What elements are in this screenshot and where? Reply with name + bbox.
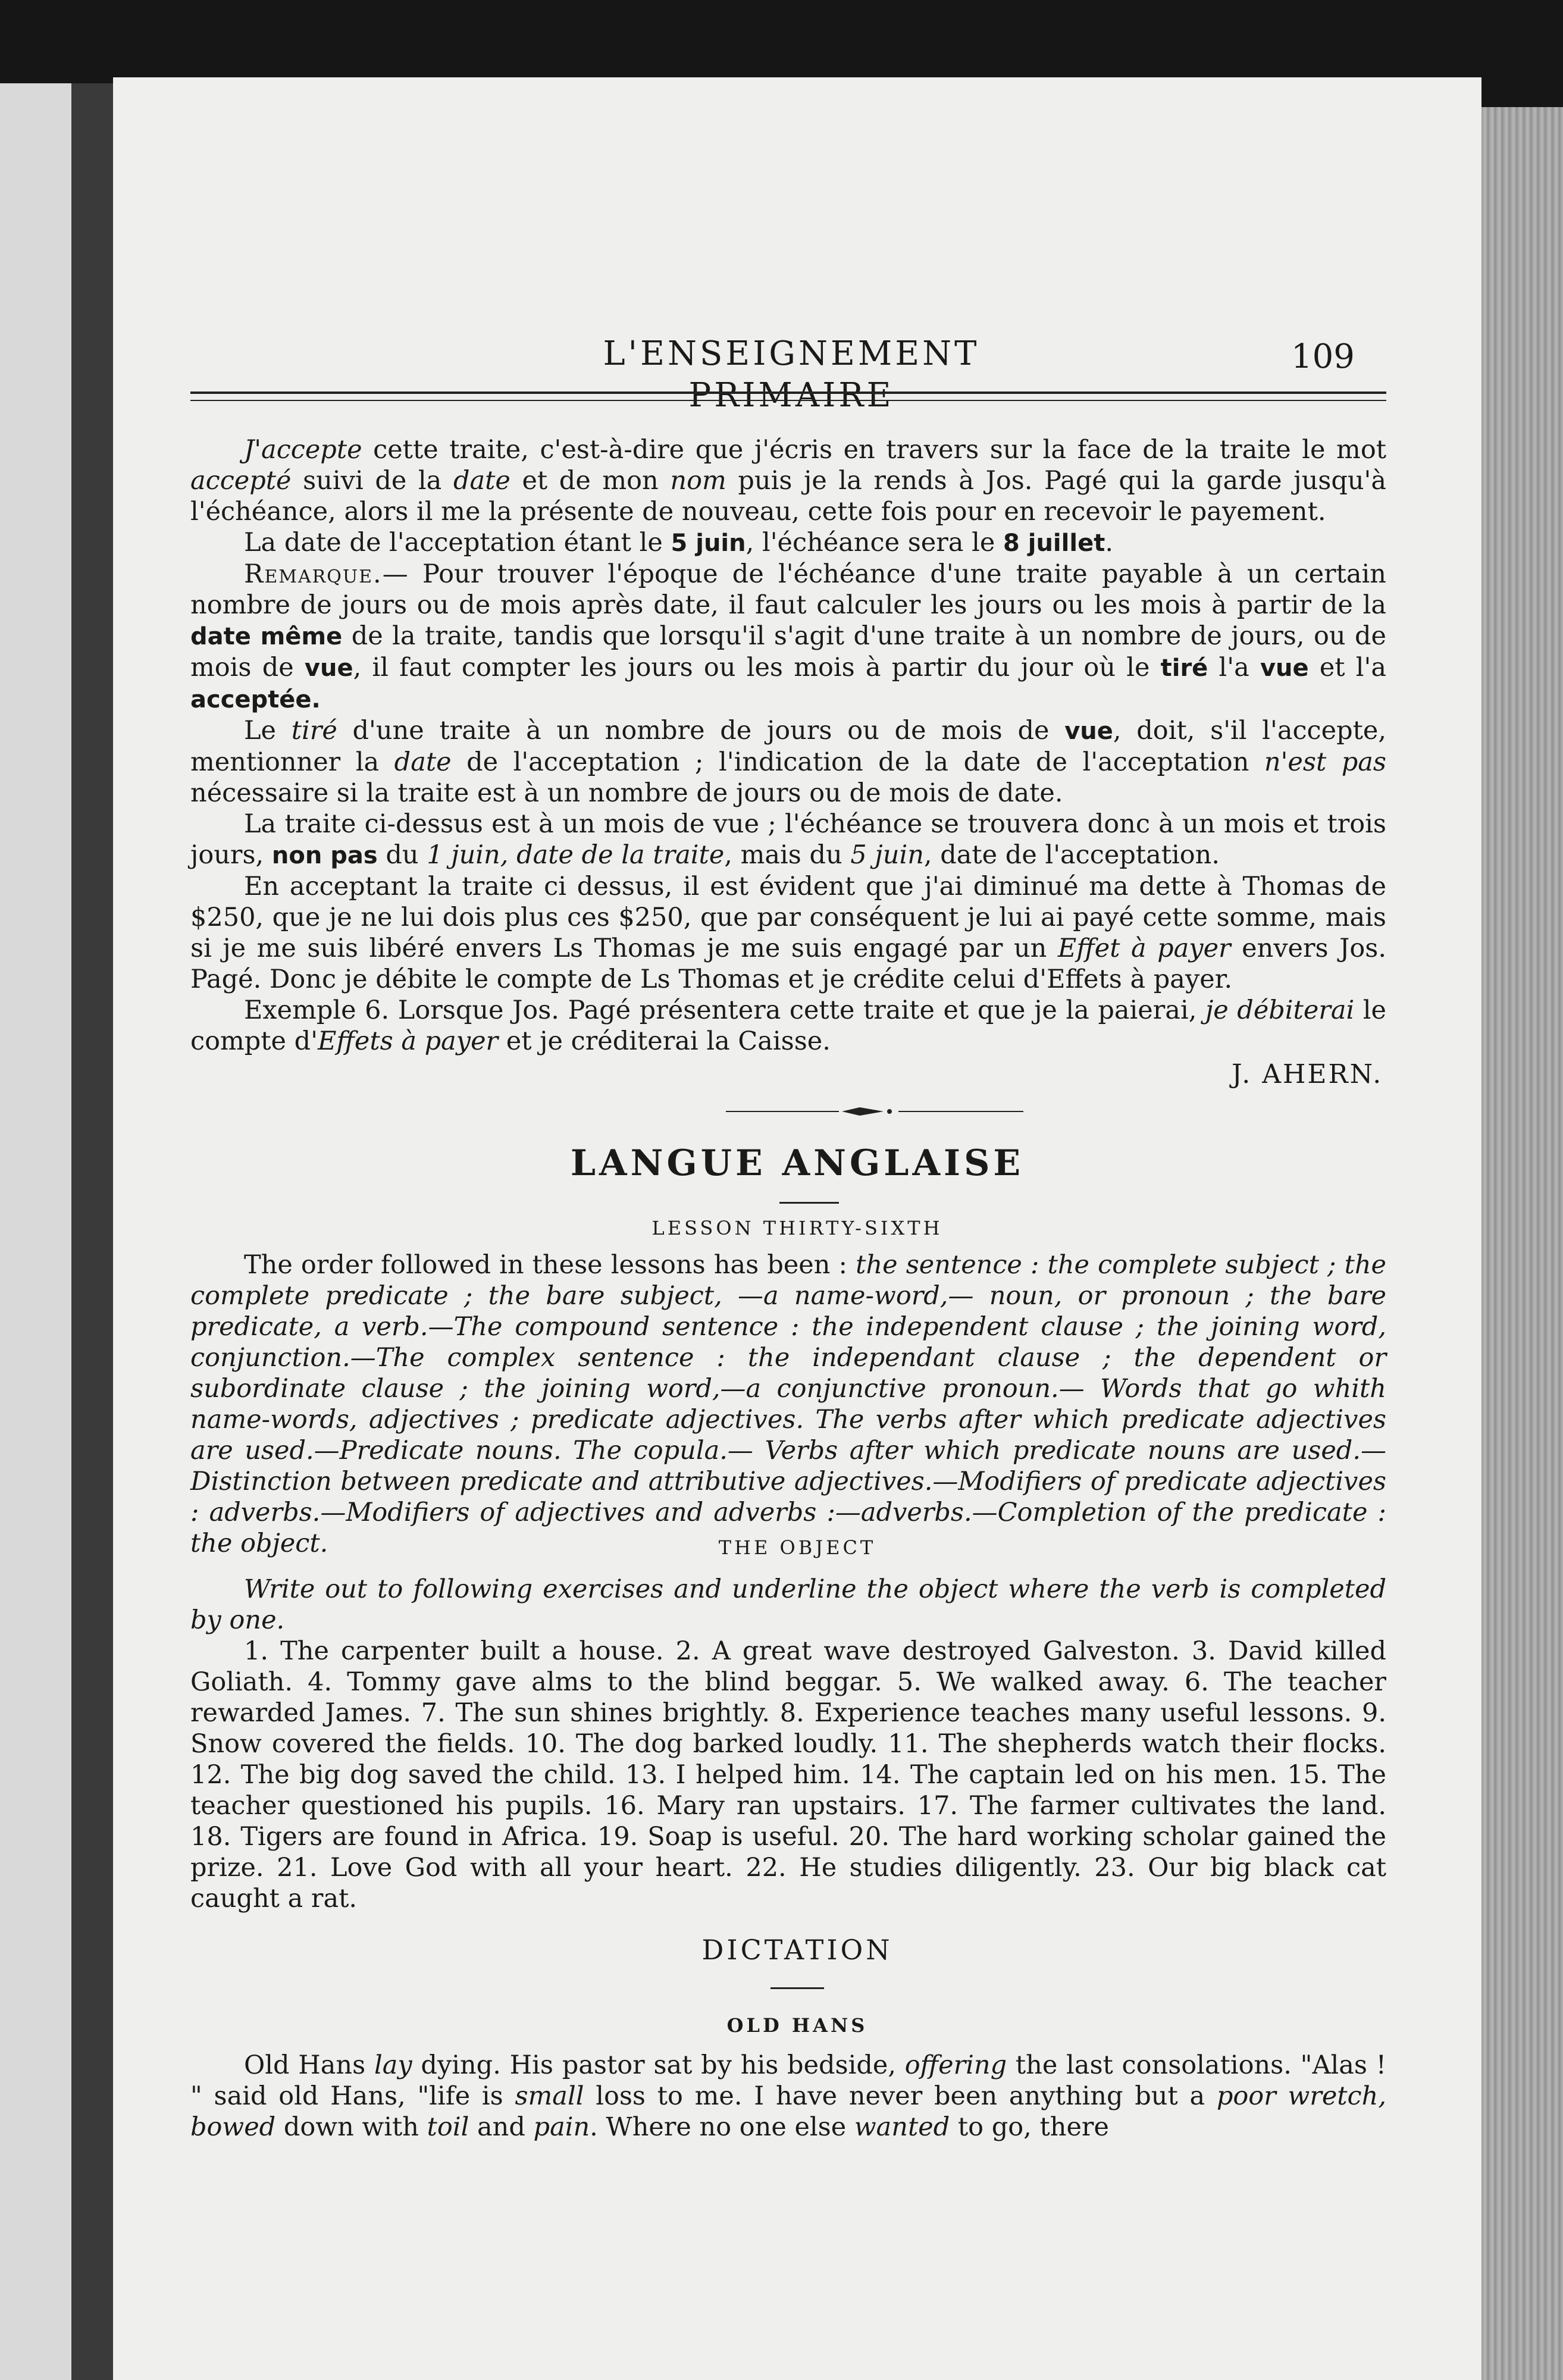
section-title-langue-anglaise: LANGUE ANGLAISE — [570, 1142, 1025, 1184]
text-run: La date de l'acceptation étant le — [244, 528, 671, 558]
text-run: . — [1105, 528, 1113, 558]
paragraph-tire — [190, 715, 1386, 809]
italic-term: 1 juin, date de la traite — [427, 840, 725, 870]
text-run: le compte d' — [190, 995, 1387, 1056]
text-run: nécessaire si la traite est à un nombre de jours ou de mois de date. — [190, 778, 1063, 808]
text-run: , mais du — [724, 840, 851, 870]
text-run: , doit, s'il l'accepte, mentionner la — [190, 716, 1386, 777]
text-run: l'a — [1208, 653, 1260, 682]
text-run: , date de l'acceptation. — [923, 840, 1220, 870]
text-run: the last consolations. "Alas ! " said old Hans, "life is — [190, 2050, 1387, 2111]
object-heading: THE OBJECT — [718, 1536, 876, 1559]
text-run: envers Jos. Pagé. Donc je débite le compte de Ls Thomas et je crédite celui d'Effets à payer. — [190, 934, 1386, 994]
facing-page-edge — [0, 83, 71, 2380]
text-run: cette traite, c'est-à-dire que j'écris en travers sur la face de la traite le mot — [362, 435, 1386, 465]
italic-term: lay — [374, 2050, 412, 2080]
italic-term: poor wretch, bowed — [190, 2081, 1387, 2142]
italic-term: wanted — [854, 2112, 950, 2142]
italic-term: date — [394, 747, 452, 777]
italic-summary: the sentence : the complete subject ; the complete predicate ; the bare subject, —a name-word,— noun, or pronoun ; the bare predicate, a verb.—The compound sentence : the independent clause ; the joining word, conjunction.—The complex sentence : the independant clause ; the dependent or subordinate clause ; the joining word,—a conjunctive pronoun.— Words that go whith name-words, adjectives ; predicate adjectives. The verbs after which predicate adjectives are used.—Predicate nouns. The copula.— Verbs after which predicate nouns are used.—Distinction between predicate and attributive adjectives.—Modifiers of predicate adjectives : adverbs.—Modifiers of adjectives and adverbs :—adverbs.—Completion of the predicate : the object. — [190, 1250, 1386, 1558]
text-run: The order followed in these lessons has been : — [244, 1250, 856, 1280]
text-run: La traite ci-dessus est à un mois de vue ; l'échéance se trouvera donc à un mois et trois jours, — [190, 809, 1386, 870]
paragraph-mois-de-vue — [190, 809, 1386, 871]
lesson-heading: LESSON THIRTY-SIXTH — [651, 1217, 943, 1239]
text-run: d'une traite à un nombre de jours ou de mois de — [337, 716, 1065, 746]
bold-term: vue — [1260, 654, 1309, 682]
dictation-subtitle: OLD HANS — [726, 2014, 868, 2037]
paragraph-dette — [190, 871, 1386, 995]
bold-term: vue — [1064, 718, 1113, 745]
paragraph-old-hans — [190, 2050, 1386, 2143]
italic-term: Effets à payer — [318, 1026, 499, 1056]
bold-term: 8 juillet — [1003, 530, 1105, 557]
italic-term: 5 juin — [850, 840, 924, 870]
book-page — [113, 77, 1481, 2380]
remarque-label: Remarque. — [244, 559, 383, 589]
title-underline — [779, 1202, 839, 1204]
text-run: Old Hans — [244, 2050, 374, 2080]
text-run: — Pour trouver l'époque de l'échéance d'une traite payable à un certain nombre de jours ou de mois après date, il faut calculer les jours ou les mois à partir de la — [190, 559, 1386, 620]
text-run: and — [469, 2112, 534, 2142]
ornament-divider — [726, 1106, 1023, 1117]
text-run: et l'a — [1308, 653, 1386, 682]
text-run: et de mon — [510, 466, 671, 496]
text-run: En acceptant la traite ci dessus, il est évident que j'ai diminué ma dette à Thomas de $250, que je ne lui dois plus ces $250, que par conséquent je lui ai payé cette somme, mais si je me suis libéré envers Ls Thomas je me suis engagé par un — [190, 872, 1386, 963]
running-title: L'ENSEIGNEMENT PRIMAIRE — [603, 334, 980, 415]
text-run: et je créditerai la Caisse. — [498, 1026, 831, 1056]
page-stack-edge — [1481, 107, 1563, 2380]
text-run: Le — [244, 716, 292, 746]
paragraph-exemple-6 — [190, 995, 1386, 1057]
italic-term: tiré — [291, 716, 337, 746]
french-section — [190, 434, 1386, 1057]
text-run: loss to me. I have never been anything but a — [584, 2081, 1217, 2111]
text-run: puis je la rends à Jos. Pagé qui la garde jusqu'à l'échéance, alors il me la présente de nouveau, cette fois pour en recevoir le payement. — [190, 466, 1387, 527]
dictation-rule — [770, 1987, 824, 1989]
paragraph-remarque — [190, 559, 1386, 715]
italic-term: J'accepte — [244, 435, 362, 465]
text-run: suivi de la — [291, 466, 453, 496]
italic-instruction: Write out to following exercises and underline the object where the verb is completed by one. — [190, 1574, 1386, 1635]
text-run: du — [377, 840, 427, 870]
bold-term: tiré — [1160, 654, 1208, 682]
italic-term: toil — [427, 2112, 469, 2142]
page-header — [113, 333, 1481, 415]
text-run: , il faut compter les jours ou les mois à partir du jour où le — [353, 653, 1161, 682]
italic-term: small — [515, 2081, 584, 2111]
exercise-sentences: 1. The carpenter built a house. 2. A great wave destroyed Galveston. 3. David killed Goliath. 4. Tommy gave alms to the blind beggar. 5. We walked away. 6. The teacher rewarded James. 7. The sun shines brightly. 8. Experience teaches many useful lessons. 9. Snow covered the fields. 10. The dog barked loudly. 11. The shepherds watch their flocks. 12. The big dog saved the child. 13. I helped him. 14. The captain led on his men. 15. The teacher questioned his pupils. 16. Mary ran upstairs. 17. The farmer cultivates the land. 18. Tigers are found in Africa. 19. Soap is useful. 20. The hard working scholar gained the prize. 21. Love God with all your heart. 22. He studies diligently. 23. Our big black cat caught a rat. — [190, 1636, 1386, 1914]
italic-term: date — [453, 466, 510, 496]
dictation-heading: DICTATION — [701, 1934, 893, 1966]
bold-term: vue — [304, 654, 353, 682]
italic-term: offering — [904, 2050, 1007, 2080]
bold-term: 5 juin — [671, 530, 746, 557]
text-run: . Where no one else — [590, 2112, 854, 2142]
paragraph-acceptance — [190, 434, 1386, 527]
text-run: de l'acceptation ; l'indication de la date de l'acceptation — [451, 747, 1264, 777]
bold-term: acceptée. — [190, 686, 321, 713]
italic-term: n'est pas — [1264, 747, 1386, 777]
text-run: to go, there — [950, 2112, 1109, 2142]
author-signature: J. AHERN. — [1232, 1059, 1383, 1089]
text-run: Exemple 6. Lorsque Jos. Pagé présentera cette traite et que je la paierai, — [244, 995, 1205, 1025]
italic-term: Effet à payer — [1057, 934, 1231, 963]
dictation-text — [190, 2050, 1386, 2143]
text-run: down with — [275, 2112, 427, 2142]
paragraph-due-date — [190, 527, 1386, 559]
italic-term: nom — [670, 466, 726, 496]
italic-term: je débiterai — [1205, 995, 1355, 1025]
italic-term: pain — [533, 2112, 590, 2142]
exercise-block — [190, 1574, 1386, 1914]
italic-term: accepté — [190, 466, 292, 496]
text-run: , l'échéance sera le — [746, 528, 1003, 558]
header-rule — [190, 392, 1386, 401]
bold-term: non pas — [271, 842, 378, 869]
lesson-intro — [190, 1250, 1386, 1559]
text-run: de la traite, tandis que lorsqu'il s'agit d'une traite à un nombre de jours, ou de mois de — [190, 621, 1386, 682]
paragraph-lesson-order — [190, 1250, 1386, 1559]
exercise-instruction — [190, 1574, 1386, 1636]
text-run: dying. His pastor sat by his bedside, — [412, 2050, 905, 2080]
bold-term: date même — [190, 623, 343, 650]
book-binding — [71, 83, 113, 2380]
page-number: 109 — [1291, 337, 1355, 376]
